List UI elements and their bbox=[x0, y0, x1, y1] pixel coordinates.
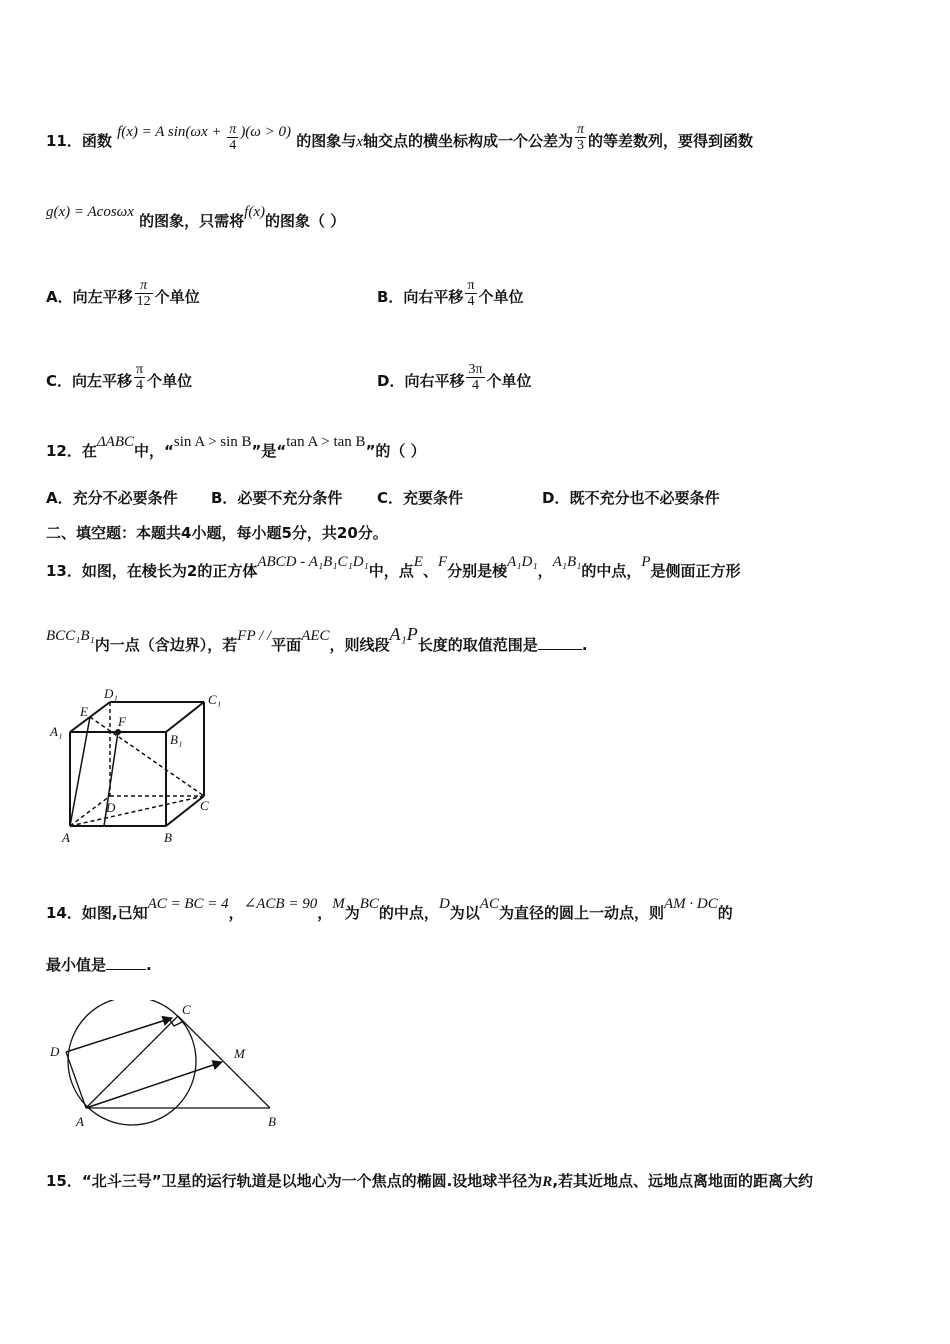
q13-edge-a1d1: A₁D₁ bbox=[507, 554, 538, 570]
q11-line2 bbox=[46, 204, 346, 231]
label-d1: D₁ bbox=[104, 686, 118, 701]
q13-edge-a1b1: A₁B₁ bbox=[552, 554, 582, 570]
q14-number: 14．如图,已知 bbox=[46, 904, 148, 922]
q12-triangle: ΔABC bbox=[96, 434, 135, 450]
q11-option-c-frac: $\frac{\pi}{4}$ bbox=[136, 362, 144, 393]
q14-text1: 为 bbox=[344, 904, 360, 922]
q11-text2: 轴交点的横坐标构成一个公差为 bbox=[362, 132, 573, 150]
q14-line2 bbox=[46, 954, 152, 975]
q11-option-d-unit: 个单位 bbox=[486, 372, 532, 390]
q11-option-b bbox=[377, 278, 524, 313]
q11-g-definition: g(x) = Acosωx bbox=[46, 204, 134, 220]
q13-text9: ，则线段 bbox=[329, 636, 390, 654]
q11-option-a-label: A．向左平移 bbox=[46, 288, 133, 306]
q11-option-c bbox=[46, 362, 193, 397]
label-b: B bbox=[268, 1114, 276, 1129]
q11-f-definition: f(x) = A sin(ωx + bbox=[117, 124, 226, 140]
label-a: A bbox=[62, 830, 70, 845]
q12-number: 12．在 bbox=[46, 442, 97, 460]
q14-angle: ∠ACB = 90 bbox=[243, 896, 318, 912]
q12-text3: ”的（ ） bbox=[365, 442, 426, 460]
q13-text1: 的正方体 bbox=[197, 562, 258, 580]
q12-option-d: D．既不充分也不必要条件 bbox=[542, 489, 720, 507]
q13-cube-name: ABCD - A₁B₁C₁D₁ bbox=[257, 554, 369, 570]
q11-option-d bbox=[377, 362, 532, 397]
q11-fx: f(x) bbox=[244, 204, 265, 220]
q14-text6: 最小值是 bbox=[46, 956, 107, 974]
q15-text: 15．“北斗三号”卫星的运行轨道是以地心为一个焦点的椭圆.设地球半径为 bbox=[46, 1172, 543, 1190]
label-c: C bbox=[200, 798, 209, 813]
q11-option-c-unit: 个单位 bbox=[147, 372, 193, 390]
q14-segment-ac: AC bbox=[479, 896, 499, 912]
label-f: F bbox=[118, 714, 126, 729]
section2-heading: 二、填空题：本题共4小题，每小题5分，共20分。 bbox=[46, 524, 388, 542]
q15-text2: ,若其近地点、远地点离地面的距离大约 bbox=[552, 1172, 814, 1190]
q13-line1 bbox=[46, 554, 741, 581]
q14-text2: 的中点， bbox=[378, 904, 439, 922]
label-a: A bbox=[76, 1114, 84, 1129]
q11-line1 bbox=[46, 122, 753, 157]
q14-segment-bc: BC bbox=[359, 896, 379, 912]
q11-option-b-frac: $\frac{\pi}{4}$ bbox=[467, 278, 475, 309]
q11-option-b-unit: 个单位 bbox=[478, 288, 524, 306]
q12-text1: 中， bbox=[134, 442, 165, 460]
q11-text5: 的图象（ ） bbox=[264, 212, 346, 230]
q13-number: 13．如图，在棱长为 bbox=[46, 562, 187, 580]
q13-plane-aec: AEC bbox=[301, 628, 330, 644]
q11-pi-over-4: $\frac{\pi}{4}$ bbox=[229, 122, 237, 153]
q15-radius: R bbox=[542, 1174, 553, 1190]
label-c1: C₁ bbox=[208, 692, 222, 707]
q13-edge-length: 2 bbox=[186, 562, 198, 580]
label-d: D bbox=[50, 1044, 60, 1059]
q13-fp-parallel: FP / / bbox=[237, 628, 272, 644]
label-d: D bbox=[106, 800, 116, 815]
label-a1: A₁ bbox=[50, 724, 63, 739]
q12-condition2: tan A > tan B bbox=[286, 434, 366, 450]
q13-point-e: E bbox=[413, 554, 423, 570]
q13-segment-a1p: A₁P bbox=[389, 624, 418, 644]
label-b: B bbox=[164, 830, 172, 845]
label-b1: B₁ bbox=[170, 732, 183, 747]
q12-option-a: A．充分不必要条件 bbox=[46, 489, 178, 507]
q11-option-a bbox=[46, 278, 200, 313]
q11-pi-over-3: $\frac{\pi}{3}$ bbox=[576, 122, 584, 153]
q14-point-d: D bbox=[438, 896, 450, 912]
q14-equation: AC = BC = 4 bbox=[147, 896, 229, 912]
label-c: C bbox=[182, 1002, 191, 1017]
q14-line1 bbox=[46, 896, 733, 923]
q11-option-c-label: C．向左平移 bbox=[46, 372, 133, 390]
q14-comma1: ， bbox=[228, 904, 244, 922]
q13-text2: 中，点 bbox=[368, 562, 414, 580]
q11-option-a-frac: $\frac{\pi}{12}$ bbox=[136, 278, 151, 309]
q14-text5: 的 bbox=[717, 904, 733, 922]
q12-condition1: sin A > sin B bbox=[173, 434, 252, 450]
q13-comma: ， bbox=[537, 562, 553, 580]
circle-figure bbox=[44, 1000, 294, 1134]
q11-option-a-unit: 个单位 bbox=[154, 288, 200, 306]
q14-text3: 为以 bbox=[449, 904, 480, 922]
q13-point-f: F bbox=[437, 554, 448, 570]
q11-text4: 的图象，只需将 bbox=[139, 212, 245, 230]
q13-text7: 内一点（含边界），若 bbox=[94, 636, 238, 654]
q11-number: 11．函数 bbox=[46, 132, 112, 150]
q12-text2: ”是“ bbox=[251, 442, 287, 460]
q11-text1: 的图象与 bbox=[296, 132, 357, 150]
q11-option-d-frac: $\frac{3\pi}{4}$ bbox=[468, 362, 483, 393]
point-f-marker bbox=[115, 729, 121, 735]
q13-text5: 的中点， bbox=[581, 562, 642, 580]
q13-answer-blank bbox=[538, 635, 582, 650]
q13-text6: 是侧面正方形 bbox=[650, 562, 741, 580]
q14-comma2: ， bbox=[317, 904, 333, 922]
q13-text3: 、 bbox=[422, 562, 438, 580]
q14-dot-product: AM · DC bbox=[663, 896, 718, 912]
q13-face: BCC₁B₁ bbox=[46, 628, 95, 644]
q14-point-m: M bbox=[332, 896, 345, 912]
q11-x-var: x bbox=[356, 134, 363, 150]
q12-left-quote: “ bbox=[164, 442, 174, 460]
q13-text4: 分别是棱 bbox=[447, 562, 508, 580]
q11-option-b-label: B．向右平移 bbox=[377, 288, 464, 306]
q11-f-definition-tail: )(ω > 0) bbox=[240, 124, 292, 140]
label-e: E bbox=[80, 704, 88, 719]
q13-point-p: P bbox=[641, 554, 651, 570]
q12-line bbox=[46, 434, 426, 461]
q11-option-d-label: D．向右平移 bbox=[377, 372, 465, 390]
q15-line bbox=[46, 1170, 813, 1191]
q13-line2 bbox=[46, 624, 588, 655]
q12-option-b: B．必要不充分条件 bbox=[211, 489, 343, 507]
q11-text3: 的等差数列，要得到函数 bbox=[587, 132, 753, 150]
q14-text4: 为直径的圆上一动点，则 bbox=[498, 904, 664, 922]
q14-end: . bbox=[146, 956, 152, 974]
label-m: M bbox=[234, 1046, 245, 1061]
q13-end: . bbox=[581, 636, 588, 654]
q13-text10: 长度的取值范围是 bbox=[417, 636, 538, 654]
q14-answer-blank bbox=[106, 955, 146, 970]
q13-text8: 平面 bbox=[271, 636, 302, 654]
cube-figure bbox=[44, 684, 234, 850]
q12-option-c: C．充要条件 bbox=[377, 489, 464, 507]
